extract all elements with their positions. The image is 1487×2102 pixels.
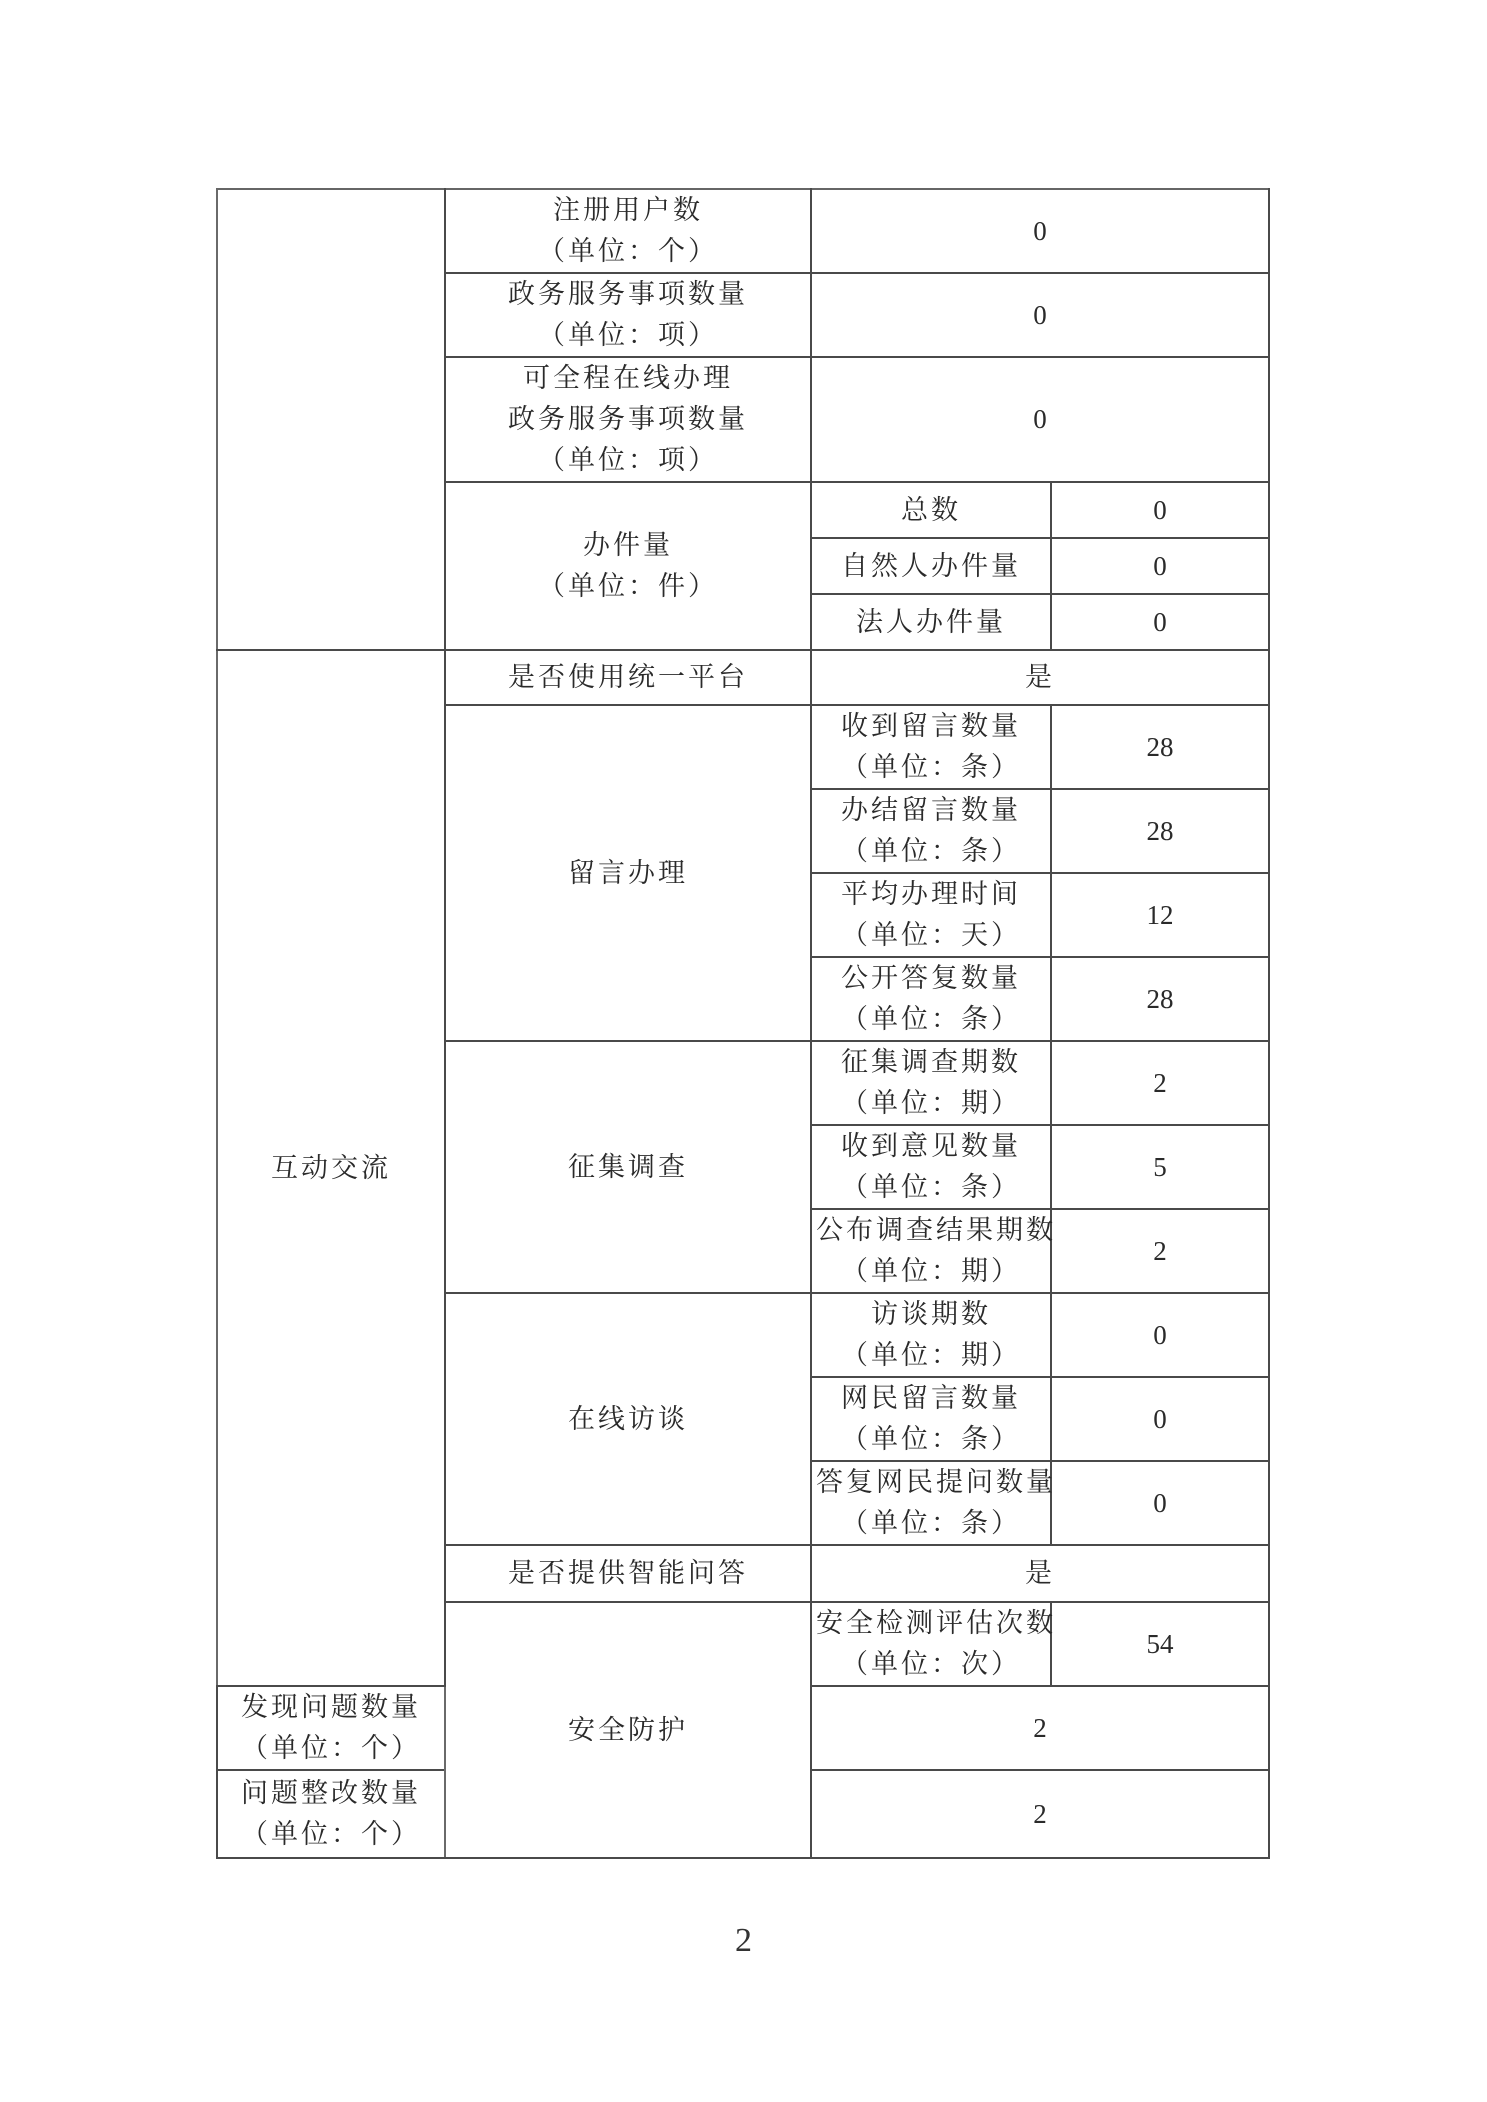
label-line: 收到留言数量 xyxy=(841,711,1021,742)
row-label: 是否提供智能问答 xyxy=(445,1545,811,1602)
sub-value: 0 xyxy=(1051,538,1269,594)
label-unit: （单位：个） xyxy=(241,1819,421,1850)
sub-value: 0 xyxy=(1051,594,1269,650)
row-label xyxy=(445,189,811,273)
label-line: 办件量 xyxy=(583,530,673,561)
label-unit: （单位：天） xyxy=(841,920,1021,951)
label-line: 安全检测评估次数 xyxy=(816,1608,1056,1639)
label-line: 平均办理时间 xyxy=(841,879,1021,910)
row-value: 0 xyxy=(811,273,1269,357)
sub-label xyxy=(811,1377,1051,1461)
label-line: 答复网民提问数量 xyxy=(816,1467,1056,1498)
label-unit: （单位：次） xyxy=(841,1649,1021,1680)
sub-label xyxy=(811,1209,1056,1293)
label-unit: （单位：期） xyxy=(841,1256,1021,1287)
label-line: 征集调查期数 xyxy=(841,1047,1021,1078)
label-line: 问题整改数量 xyxy=(241,1778,421,1809)
sub-value: 0 xyxy=(1051,1293,1269,1377)
row-value: 54 xyxy=(1051,1602,1269,1686)
label-unit: （单位：条） xyxy=(841,1172,1021,1203)
label-unit: （单位：条） xyxy=(841,836,1021,867)
sub-label: 法人办件量 xyxy=(811,594,1051,650)
section-cell-continued xyxy=(217,189,445,650)
label-line: 公布调查结果期数 xyxy=(816,1215,1056,1246)
sub-label xyxy=(811,1125,1051,1209)
label-unit: （单位：期） xyxy=(841,1088,1021,1119)
row-value: 0 xyxy=(811,357,1269,482)
row-label: 是否使用统一平台 xyxy=(445,650,811,705)
row-label xyxy=(217,1770,445,1858)
sub-value: 12 xyxy=(1051,873,1269,957)
label-line: 发现问题数量 xyxy=(241,1692,421,1723)
sub-value: 28 xyxy=(1051,705,1269,789)
row-value: 2 xyxy=(811,1770,1269,1858)
sub-label xyxy=(811,1293,1051,1377)
label-line: 政务服务事项数量 xyxy=(508,404,748,435)
label-line: 办结留言数量 xyxy=(841,795,1021,826)
sub-label xyxy=(811,1041,1051,1125)
sub-value: 2 xyxy=(1051,1041,1269,1125)
label-unit: （单位：条） xyxy=(841,1508,1021,1539)
sub-label xyxy=(811,873,1051,957)
sub-value: 2 xyxy=(1051,1209,1269,1293)
label-unit: （单位：条） xyxy=(841,1424,1021,1455)
sub-label: 自然人办件量 xyxy=(811,538,1051,594)
section-label: 安全防护 xyxy=(445,1602,811,1858)
group-label: 留言办理 xyxy=(445,705,811,1041)
group-label: 在线访谈 xyxy=(445,1293,811,1545)
table-row xyxy=(217,189,1269,273)
sub-label: 总数 xyxy=(811,482,1051,538)
group-label: 征集调查 xyxy=(445,1041,811,1293)
label-unit: （单位：条） xyxy=(841,752,1021,783)
row-label xyxy=(811,1602,1056,1686)
row-label xyxy=(445,273,811,357)
statistics-table xyxy=(216,188,1270,1859)
row-label xyxy=(217,1686,445,1770)
label-unit: （单位：件） xyxy=(538,571,718,602)
label-line: 网民留言数量 xyxy=(841,1383,1021,1414)
row-value: 是 xyxy=(811,1545,1269,1602)
label-line: 可全程在线办理 xyxy=(523,363,733,394)
label-line: 政务服务事项数量 xyxy=(508,279,748,310)
sub-label xyxy=(811,705,1051,789)
row-value: 是 xyxy=(811,650,1269,705)
sub-value: 28 xyxy=(1051,789,1269,873)
label-line: 公开答复数量 xyxy=(841,963,1021,994)
sub-label xyxy=(811,1461,1056,1545)
row-value: 2 xyxy=(811,1686,1269,1770)
sub-value: 5 xyxy=(1051,1125,1269,1209)
label-unit: （单位：期） xyxy=(841,1340,1021,1371)
row-label xyxy=(445,357,811,482)
label-unit: （单位：项） xyxy=(538,320,718,351)
page-number: 2 xyxy=(735,1922,752,1959)
label-line: 收到意见数量 xyxy=(841,1131,1021,1162)
sub-value: 0 xyxy=(1051,1461,1269,1545)
sub-label xyxy=(811,789,1051,873)
group-label xyxy=(445,482,811,650)
sub-label xyxy=(811,957,1051,1041)
label-line: 访谈期数 xyxy=(871,1299,991,1330)
label-unit: （单位：个） xyxy=(241,1733,421,1764)
label-line: 注册用户数 xyxy=(553,195,703,226)
label-unit: （单位：条） xyxy=(841,1004,1021,1035)
label-unit: （单位：项） xyxy=(538,445,718,476)
row-value: 0 xyxy=(811,189,1269,273)
section-label: 互动交流 xyxy=(217,650,445,1686)
sub-value: 0 xyxy=(1051,1377,1269,1461)
label-unit: （单位：个） xyxy=(538,236,718,267)
table-row xyxy=(217,650,1269,705)
sub-value: 28 xyxy=(1051,957,1269,1041)
sub-value: 0 xyxy=(1051,482,1269,538)
